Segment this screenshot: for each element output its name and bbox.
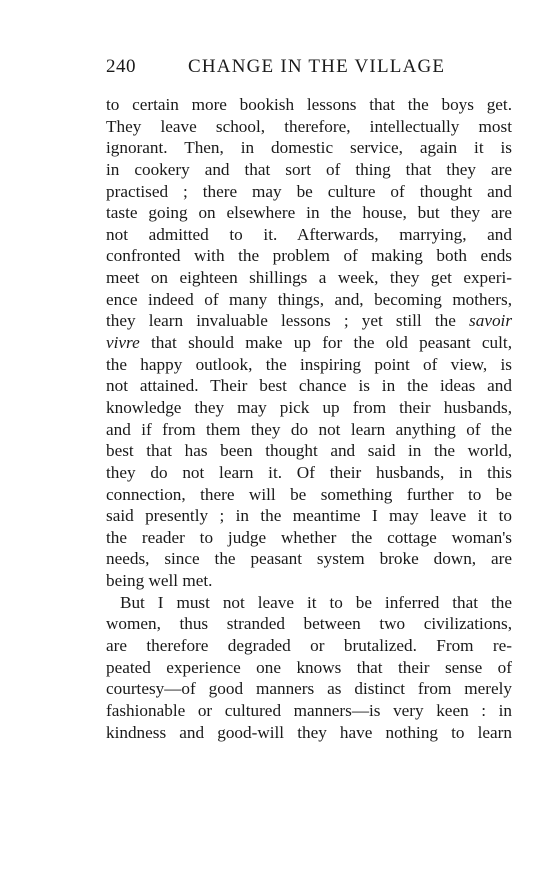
text-line [106, 310, 512, 332]
page-number: 240 [106, 56, 136, 77]
text-segment: they learn invaluable lessons ; yet still the [106, 311, 456, 331]
text-line: peated experience one knows that their sense of [106, 657, 512, 677]
running-head [106, 56, 512, 82]
running-title: CHANGE IN THE VILLAGE [188, 56, 446, 77]
text-line: ignorant. Then, in domestic service, again it is [106, 138, 512, 158]
text-line: best that has been thought and said in the world, [106, 441, 512, 461]
text-line: confronted with the problem of making both ends [106, 246, 512, 266]
text-line: knowledge they may pick up from their husbands, [106, 397, 512, 417]
text-line: women, thus stranded between two civilizations, [106, 614, 512, 634]
text-line: are therefore degraded or brutalized. From re- [106, 636, 512, 656]
text-line: and if from them they do not learn anything of the [106, 419, 512, 439]
text-line: courtesy—of good manners as distinct from merely [106, 679, 512, 699]
text-line: ence indeed of many things, and, becoming mothers, [106, 289, 512, 309]
text-line: the reader to judge whether the cottage woman's [106, 527, 512, 547]
text-line [106, 332, 512, 354]
text-line: not admitted to it. Afterwards, marrying, and [106, 224, 512, 244]
italic-phrase: savoir [469, 311, 513, 331]
text-line: not attained. Their best chance is in the ideas and [106, 376, 512, 396]
text-line: taste going on elsewhere in the house, but they are [106, 203, 512, 223]
text-line: They leave school, therefore, intellectually most [106, 116, 512, 136]
text-line: to certain more bookish lessons that the boys get. [106, 95, 512, 114]
text-line: kindness and good-will they have nothing to learn [106, 722, 512, 742]
body-text [106, 94, 512, 743]
text-line: But I must not leave it to be inferred that the [120, 592, 512, 612]
italic-phrase: vivre [106, 333, 140, 353]
text-line: connection, there will be something further to be [106, 484, 512, 504]
text-line: needs, since the peasant system broke down, are [106, 549, 512, 569]
text-segment: that should make up for the old peasant cult, [151, 333, 512, 353]
text-line: meet on eighteen shillings a week, they get experi- [106, 268, 512, 288]
text-line: being well met. [106, 571, 213, 591]
text-line: said presently ; in the meantime I may leave it to [106, 506, 512, 526]
text-line: in cookery and that sort of thing that they are [106, 159, 512, 179]
text-line: the happy outlook, the inspiring point of view, is [106, 354, 512, 374]
text-line: they do not learn it. Of their husbands, in this [106, 462, 512, 482]
text-line: fashionable or cultured manners—is very keen : in [106, 700, 512, 720]
text-line: practised ; there may be culture of thought and [106, 181, 512, 201]
